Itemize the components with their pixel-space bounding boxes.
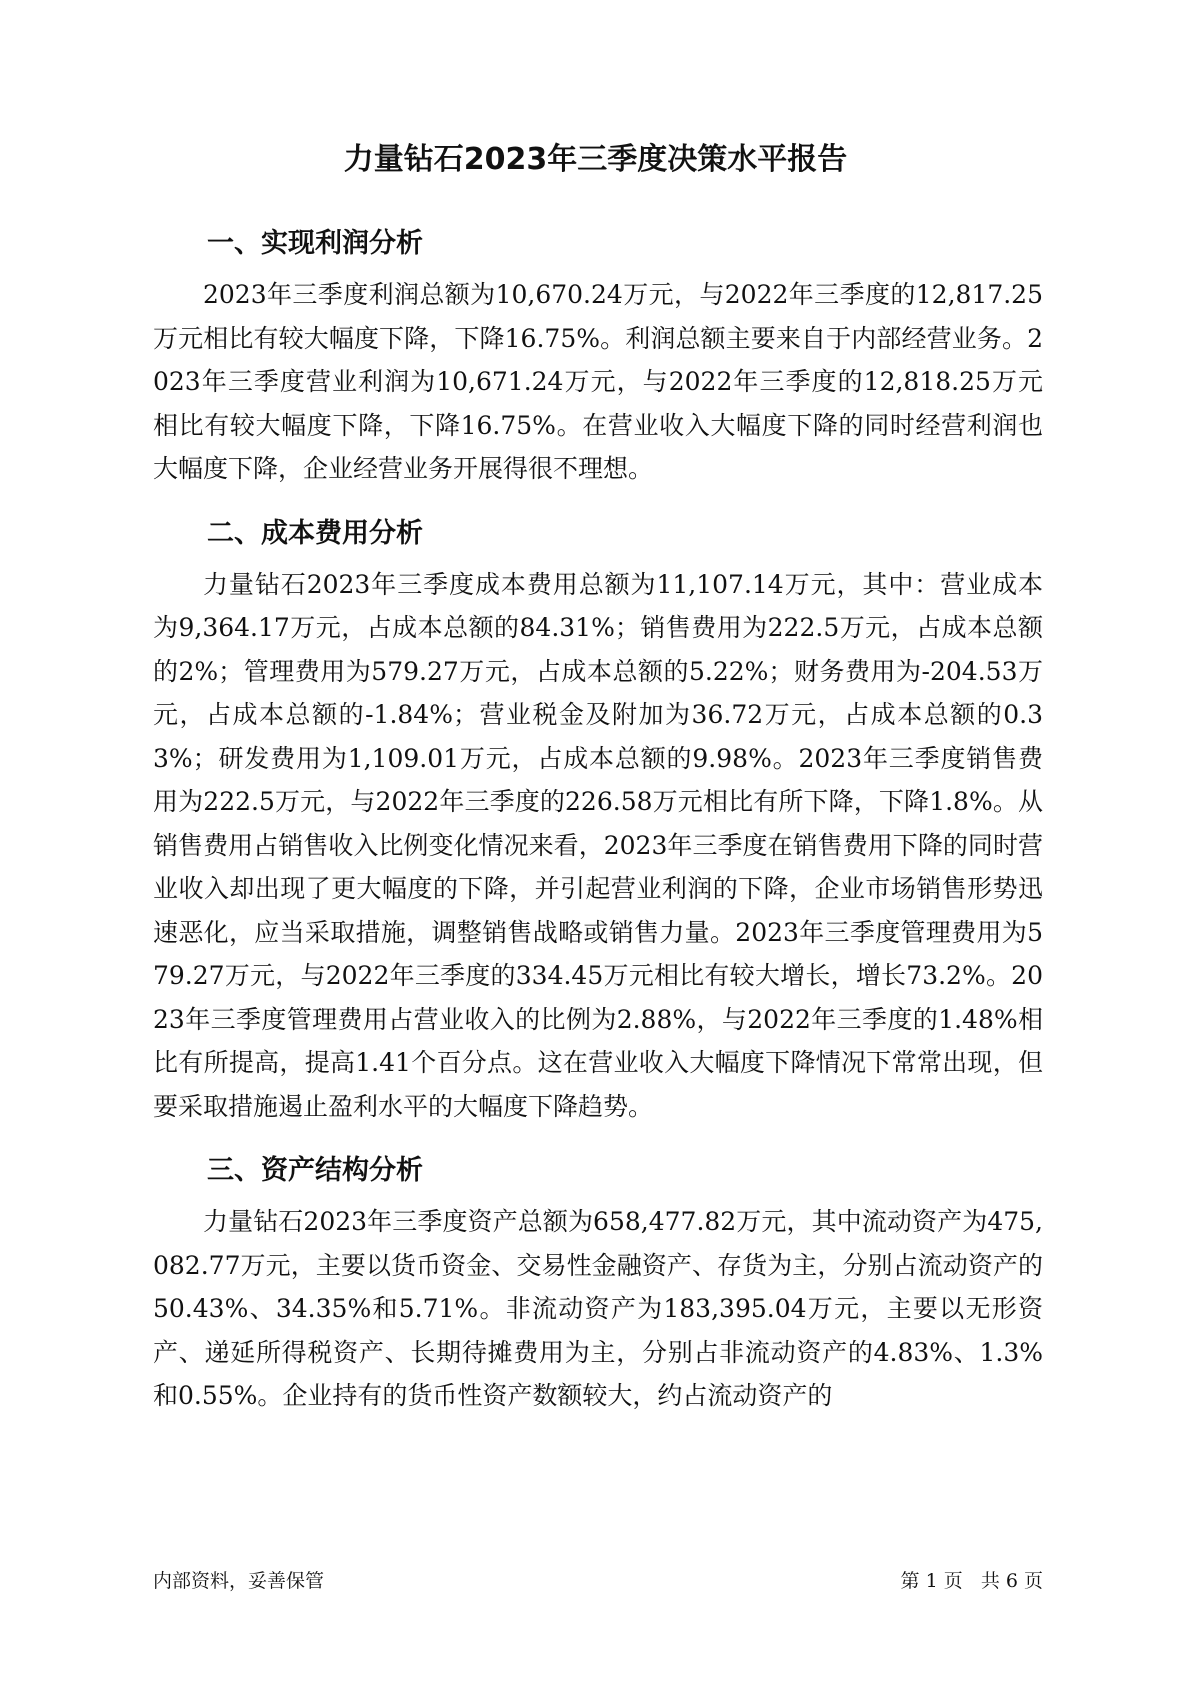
section-paragraph: 2023年三季度利润总额为10,670.24万元，与2022年三季度的12,817.25万元相比有较大幅度下降，下降16.75%。利润总额主要来自于内部经营业务。2023年三季度营业利润为10,671.24万元，与2022年三季度的12,818.25万元相比有较大幅度下降，下降16.75%。在营业收入大幅度下降的同时经营利润也大幅度下降，企业经营业务开展得很不理想。 (153, 280, 1043, 483)
section-profit-analysis (153, 215, 1043, 491)
section-heading: 一、实现利润分析 (207, 228, 423, 259)
document-body (153, 215, 1043, 1432)
footer-confidential-note: 内部资料，妥善保管 (153, 1570, 325, 1592)
section-cost-analysis (153, 505, 1043, 1129)
section-heading: 三、资产结构分析 (207, 1155, 423, 1186)
section-paragraph: 力量钻石2023年三季度成本费用总额为11,107.14万元，其中：营业成本为9,364.17万元，占成本总额的84.31%；销售费用为222.5万元，占成本总额的2%；管理费用为579.27万元，占成本总额的5.22%；财务费用为-204.53万元，占成本总额的-1.84%；营业税金及附加为36.72万元，占成本总额的0.33%；研发费用为1,109.01万元，占成本总额的9.98%。2023年三季度销售费用为222.5万元，与2022年三季度的226.58万元相比有所下降，下降1.8%。从销售费用占销售收入比例变化情况来看，2023年三季度在销售费用下降的同时营业收入却出现了更大幅度的下降，并引起营业利润的下降，企业市场销售形势迅速恶化，应当采取措施，调整销售战略或销售力量。2023年三季度管理费用为579.27万元，与2022年三季度的334.45万元相比有较大增长，增长73.2%。2023年三季度管理费用占营业收入的比例为2.88%，与2022年三季度的1.48%相比有所提高，提高1.41个百分点。这在营业收入大幅度下降情况下常常出现，但要采取措施遏止盈利水平的大幅度下降趋势。 (153, 569, 1043, 1121)
section-asset-structure (153, 1142, 1043, 1418)
document-title: 力量钻石2023年三季度决策水平报告 (343, 142, 848, 177)
section-paragraph: 力量钻石2023年三季度资产总额为658,477.82万元，其中流动资产为475,082.77万元，主要以货币资金、交易性金融资产、存货为主，分别占流动资产的50.43%、34.35%和5.71%。非流动资产为183,395.04万元，主要以无形资产、递延所得税资产、长期待摊费用为主，分别占非流动资产的4.83%、1.3%和0.55%。企业持有的货币性资产数额较大，约占流动资产的 (153, 1207, 1043, 1410)
footer-page-number: 第 1 页 共 6 页 (900, 1570, 1043, 1592)
section-heading: 二、成本费用分析 (207, 517, 423, 549)
